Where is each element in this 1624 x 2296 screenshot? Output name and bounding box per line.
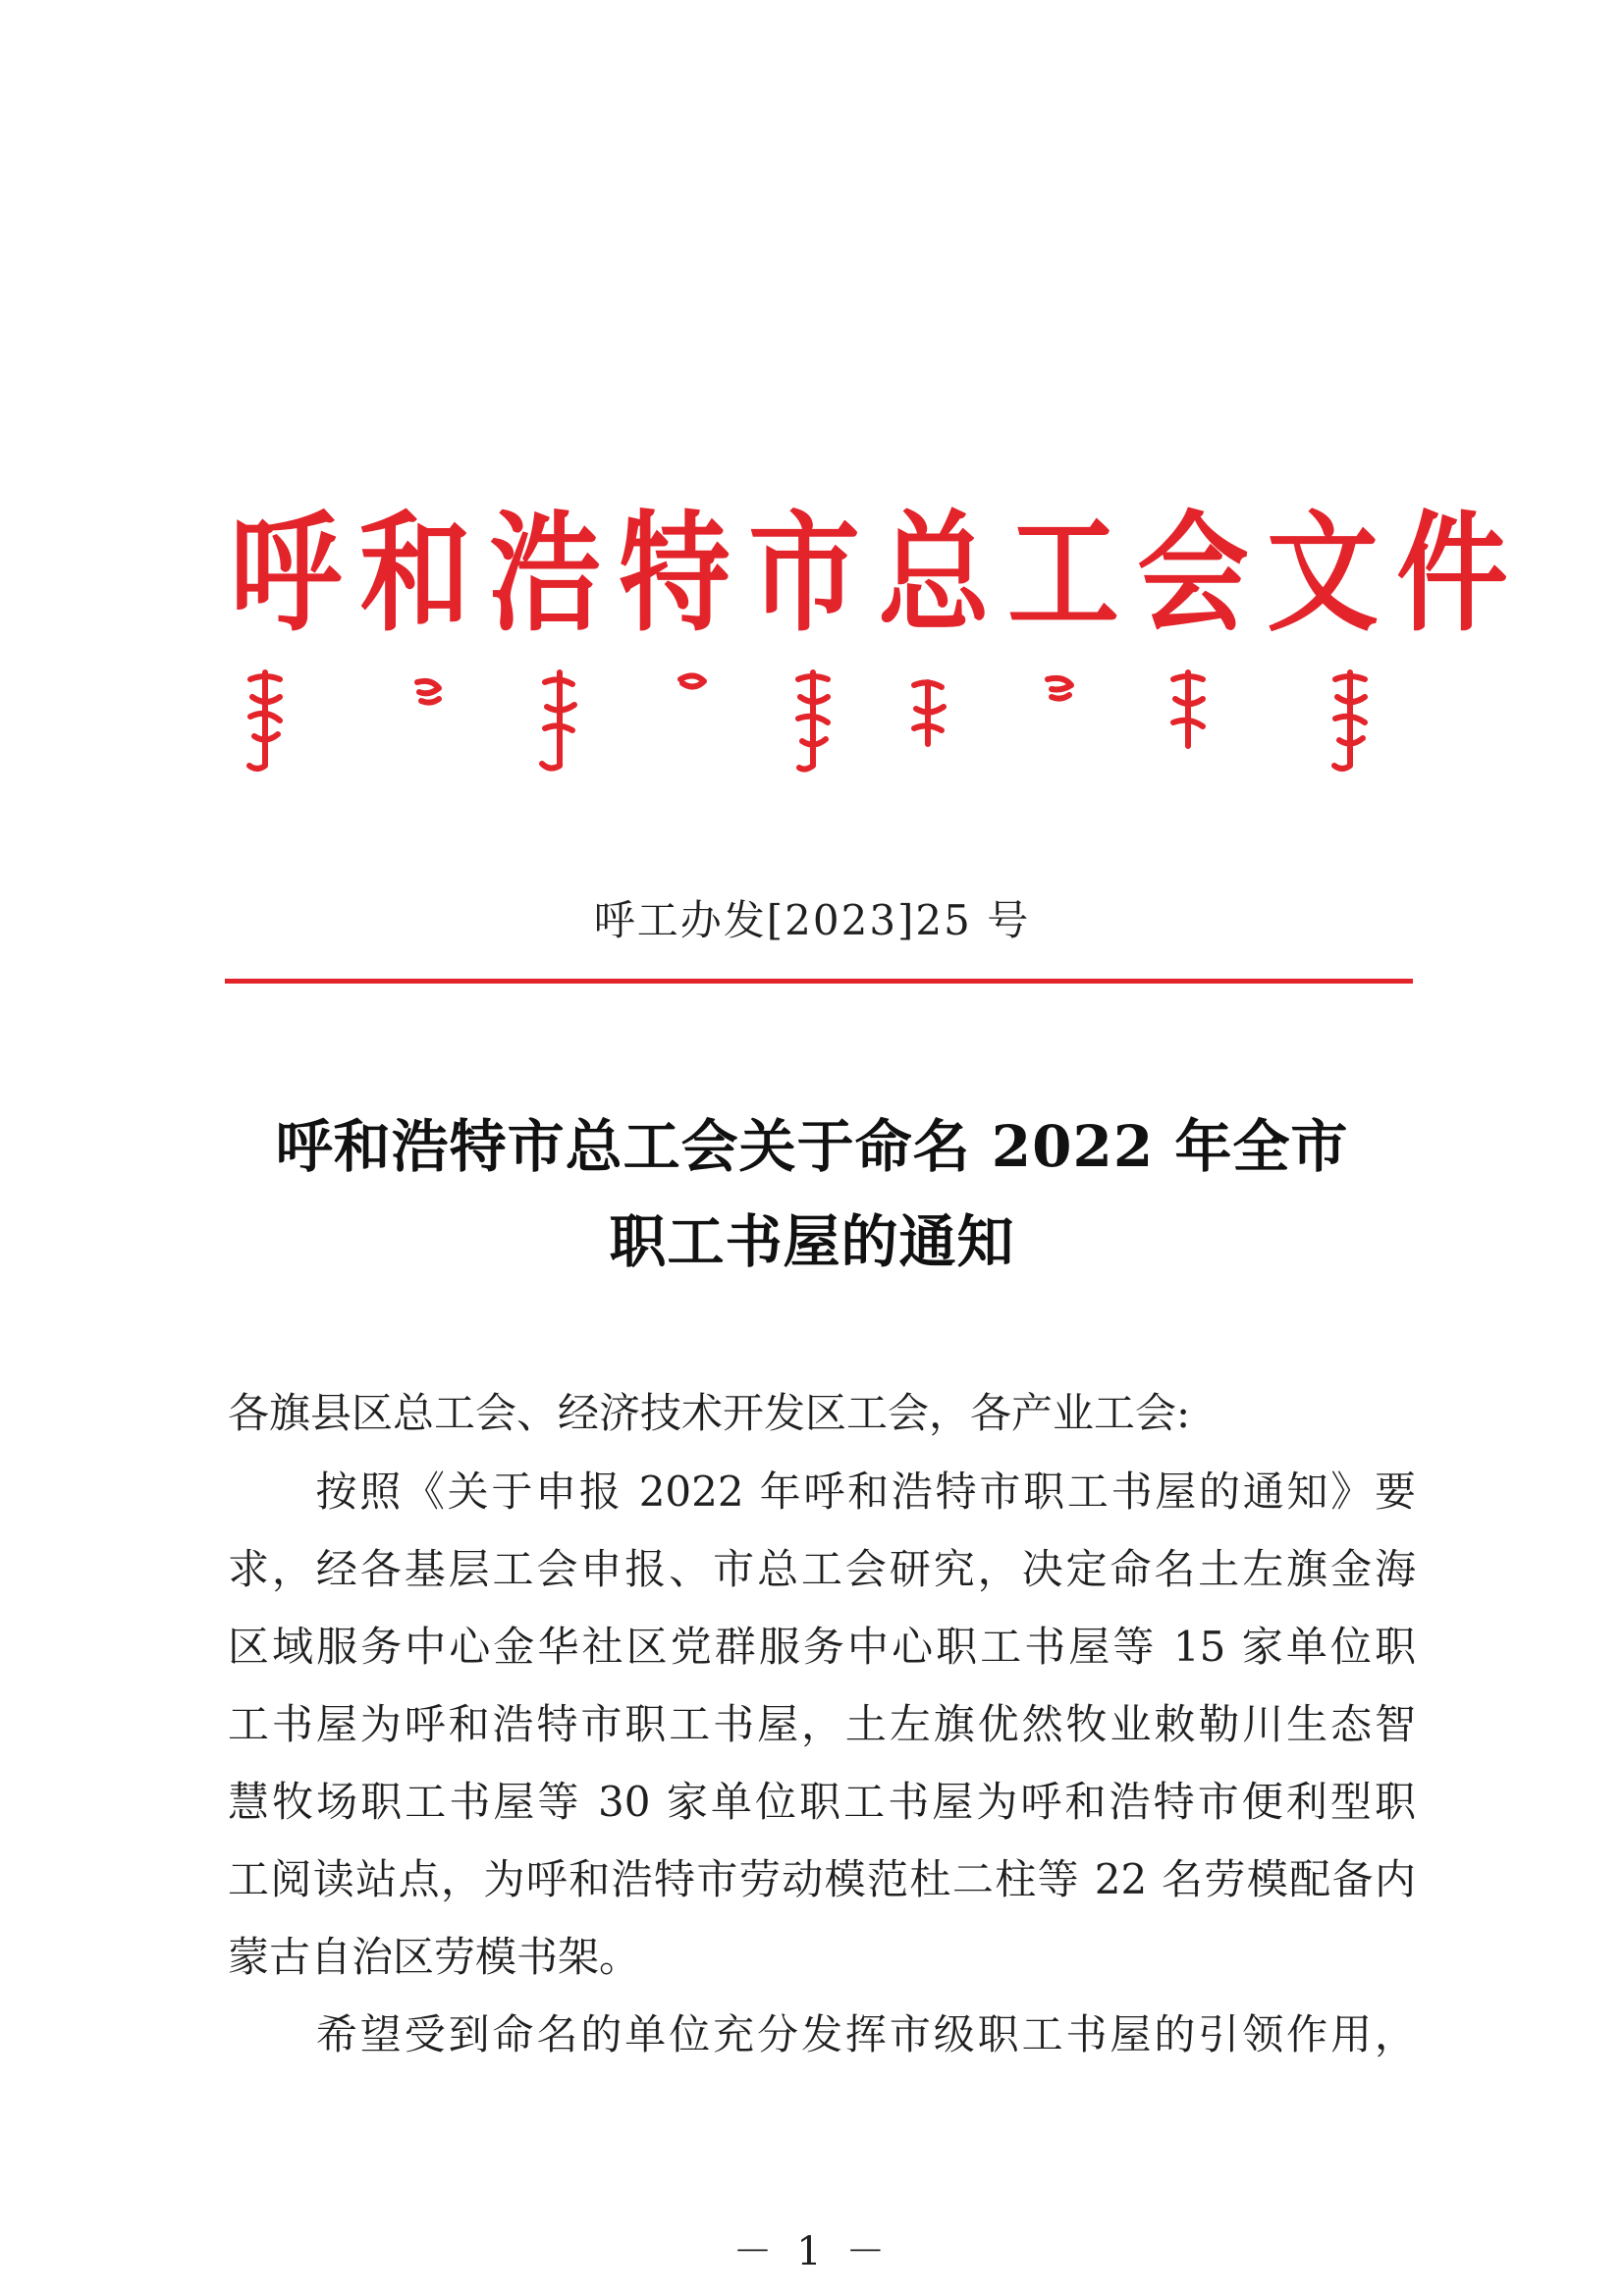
mongolian-script-header — [221, 667, 1419, 775]
header-title-char: 市 — [748, 498, 860, 650]
body-line: 求，经各基层工会申报、市总工会研究，决定命名土左旗金海 — [228, 1545, 1416, 1593]
body-line: 按照《关于申报 2022 年呼和浩特市职工书屋的通知》要 — [228, 1468, 1416, 1516]
header-title-char: 件 — [1396, 498, 1508, 650]
mongolian-script-glyphs — [221, 667, 1419, 775]
header-title-char: 总 — [878, 498, 990, 650]
body-line: 希望受到命名的单位充分发挥市级职工书屋的引领作用， — [228, 2010, 1416, 2058]
header-title-char: 会 — [1137, 498, 1249, 650]
header-title-char: 浩 — [489, 498, 601, 650]
document-title-line1: 呼和浩特市总工会关于命名 2022 年全市 — [275, 1113, 1349, 1180]
header-title-char: 呼 — [230, 498, 342, 650]
header-title-char: 工 — [1007, 498, 1119, 650]
document-header-title — [221, 498, 1508, 650]
document-number: 呼工办发[2023]25 号 — [593, 896, 1031, 944]
salutation-line: 各旗县区总工会、经济技术开发区工会，各产业工会: — [228, 1389, 1191, 1437]
body-line: 慧牧场职工书屋等 30 家单位职工书屋为呼和浩特市便利型职 — [228, 1778, 1416, 1826]
body-line: 区域服务中心金华社区党群服务中心职工书屋等 15 家单位职 — [228, 1623, 1416, 1671]
document-title-line2: 职工书屋的通知 — [609, 1208, 1015, 1275]
header-title-char: 特 — [619, 498, 731, 650]
body-line: 蒙古自治区劳模书架。 — [228, 1933, 641, 1981]
header-divider — [225, 979, 1413, 984]
body-line: 工书屋为呼和浩特市职工书屋，土左旗优然牧业敕勒川生态智 — [228, 1700, 1416, 1748]
body-line: 工阅读站点，为呼和浩特市劳动模范杜二柱等 22 名劳模配备内 — [228, 1855, 1416, 1903]
header-title-char: 文 — [1267, 498, 1379, 650]
page-number: － 1 － — [732, 2229, 892, 2274]
header-title-char: 和 — [359, 498, 471, 650]
